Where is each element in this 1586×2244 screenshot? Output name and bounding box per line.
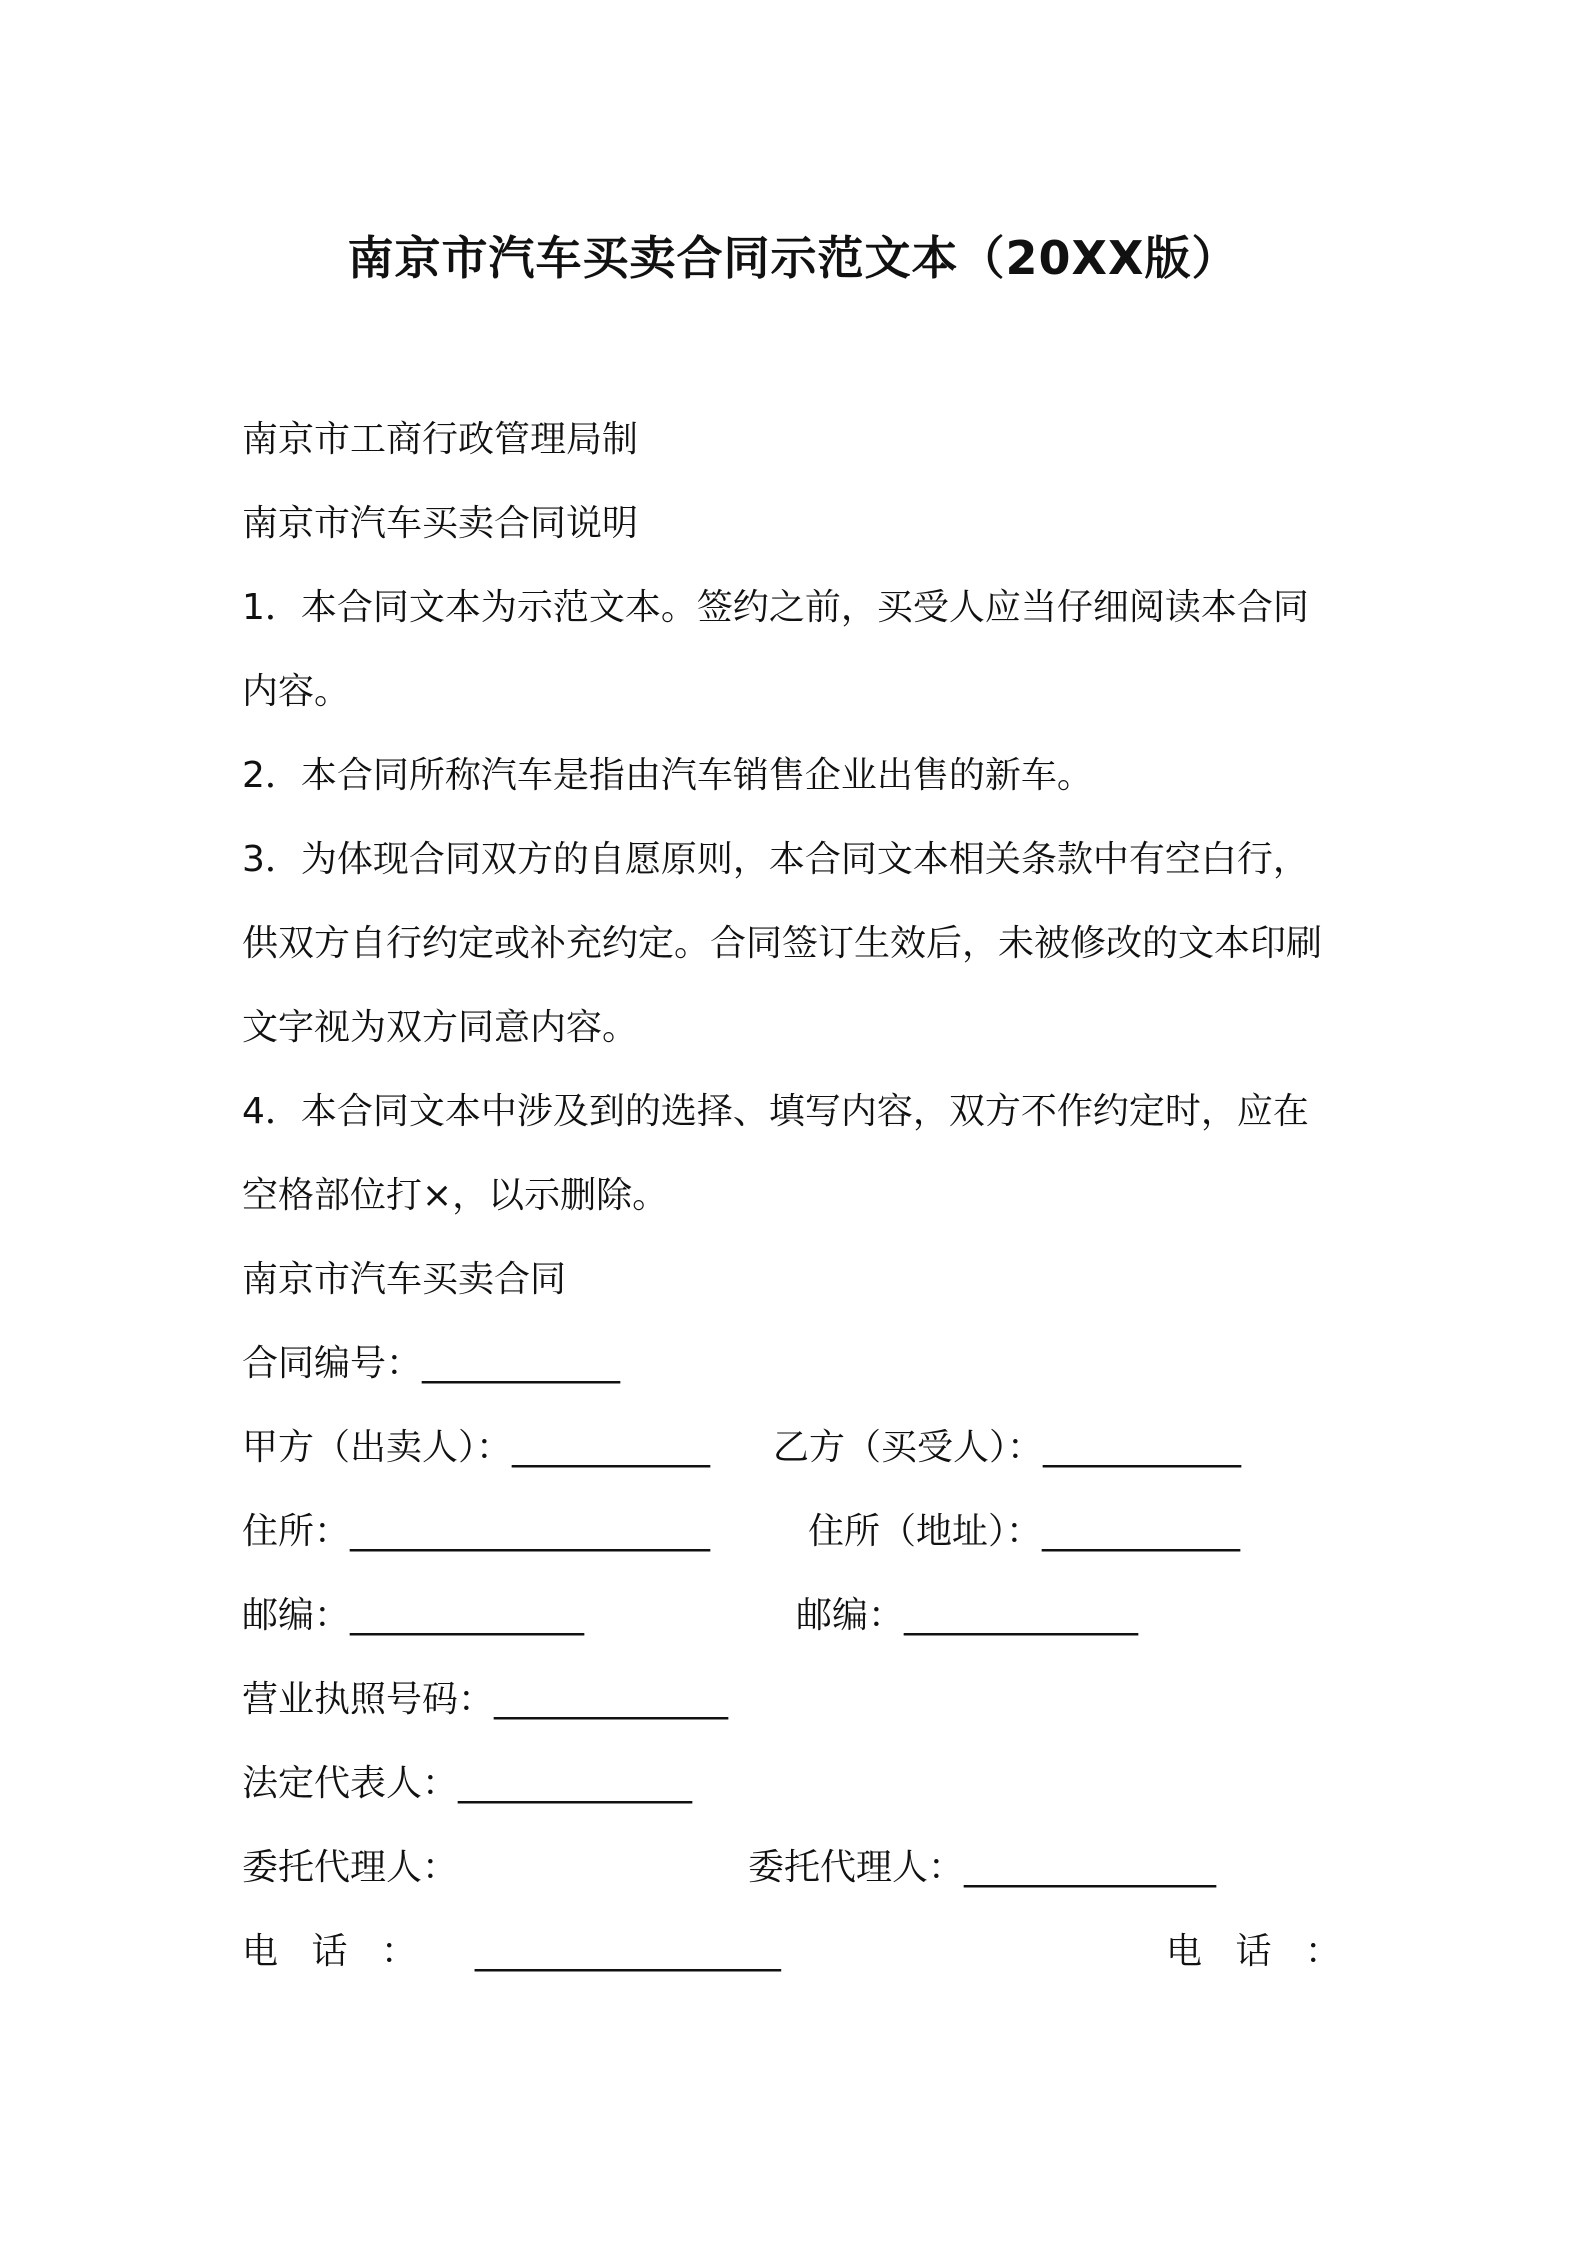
party-b-address-label: 住所（地址）： [808, 1511, 1043, 1552]
party-b-address-row [808, 1508, 1240, 1556]
party-a-label: 甲方（出卖人）： [242, 1427, 513, 1468]
party-b-label: 乙方（买受人）： [773, 1427, 1044, 1468]
party-a-row [242, 1424, 710, 1472]
party-a-postcode-row [242, 1592, 584, 1640]
party-b-postcode-row [796, 1592, 1138, 1640]
contract-heading: 南京市汽车买卖合同 [242, 1259, 567, 1300]
license-blank[interactable]: _____________ [494, 1679, 729, 1720]
note-1-line-2: 内容。 [242, 671, 351, 712]
party-b-phone-label: 电 话 ： [1166, 1931, 1341, 1972]
party-a-phone-label: 电 话 ： [242, 1931, 417, 1972]
note-2: 2．本合同所称汽车是指由汽车销售企业出售的新车。 [242, 755, 1093, 796]
note-3-line-2: 供双方自行约定或补充约定。合同签订生效后，未被修改的文本印刷 [242, 923, 1323, 964]
contract-number-label: 合同编号： [242, 1343, 423, 1384]
legal-rep-blank[interactable]: _____________ [458, 1763, 693, 1804]
party-b-agent-blank[interactable]: ______________ [964, 1847, 1217, 1888]
party-b-postcode-blank[interactable]: _____________ [904, 1595, 1139, 1636]
page-title: 南京市汽车买卖合同示范文本（20XX版） [347, 231, 1239, 285]
party-a-blank[interactable]: ___________ [512, 1427, 711, 1468]
note-4-line-2: 空格部位打×，以示删除。 [242, 1175, 669, 1216]
party-b-agent-row [748, 1844, 1216, 1892]
party-b-address-blank[interactable]: ___________ [1042, 1511, 1241, 1552]
legal-rep-label: 法定代表人： [242, 1763, 459, 1804]
note-4-line-1: 4．本合同文本中涉及到的选择、填写内容，双方不作约定时，应在 [242, 1091, 1309, 1132]
license-row [242, 1676, 728, 1724]
contract-number-row [242, 1340, 620, 1388]
party-a-agent-row [242, 1844, 458, 1892]
party-a-postcode-blank[interactable]: _____________ [350, 1595, 585, 1636]
party-a-address-blank[interactable]: ____________________ [350, 1511, 711, 1552]
party-a-phone-blank[interactable]: _________________ [474, 1931, 781, 1972]
party-b-row [773, 1424, 1241, 1472]
issuer-line: 南京市工商行政管理局制 [242, 419, 639, 460]
notes-heading: 南京市汽车买卖合同说明 [242, 503, 639, 544]
note-3-line-3: 文字视为双方同意内容。 [242, 1007, 639, 1048]
party-a-agent-label: 委托代理人： [242, 1847, 459, 1888]
party-a-address-row [242, 1508, 710, 1556]
note-3-line-1: 3．为体现合同双方的自愿原则，本合同文本相关条款中有空白行， [242, 839, 1309, 880]
party-b-phone-row [1166, 1928, 1341, 1976]
contract-number-blank[interactable]: ___________ [422, 1343, 621, 1384]
party-b-postcode-label: 邮编： [796, 1595, 905, 1636]
party-b-blank[interactable]: ___________ [1043, 1427, 1242, 1468]
party-a-postcode-label: 邮编： [242, 1595, 351, 1636]
party-a-address-label: 住所： [242, 1511, 351, 1552]
license-label: 营业执照号码： [242, 1679, 495, 1720]
party-b-agent-label: 委托代理人： [748, 1847, 965, 1888]
note-1-line-1: 1．本合同文本为示范文本。签约之前，买受人应当仔细阅读本合同 [242, 587, 1309, 628]
legal-rep-row [242, 1760, 692, 1808]
party-a-phone-row [242, 1928, 781, 1976]
